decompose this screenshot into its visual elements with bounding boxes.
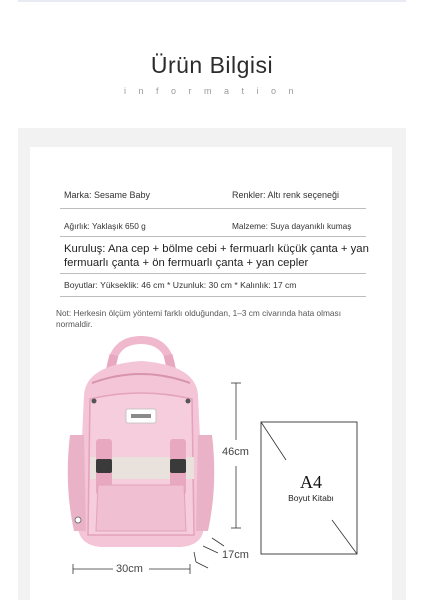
height-label: 46cm — [222, 446, 249, 458]
a4-caption: Boyut Kitabı — [288, 493, 334, 503]
structure-line-2: fermuarlı çanta + ön fermuarlı çanta + yan cepler — [64, 257, 309, 269]
colors-text: Renkler: Altı renk seçeneği — [232, 190, 340, 200]
a4-label: A4 — [300, 472, 322, 492]
structure-line-1: Kuruluş: Ana cep + bölme cebi + fermuarlı küçük çanta + yan — [64, 243, 369, 255]
page-title: Ürün Bilgisi — [150, 52, 274, 78]
note-line-1: Not: Herkesin ölçüm yöntemi farklı olduğundan, 1–3 cm civarında hata olması — [56, 308, 341, 318]
note-line-2: normaldir. — [56, 318, 93, 329]
page-subtitle: information — [123, 86, 307, 96]
depth-label: 17cm — [222, 549, 249, 561]
weight-text: Ağırlık: Yaklaşık 650 g — [64, 221, 146, 231]
brand-text: Marka: Sesame Baby — [64, 190, 151, 200]
dimensions-text: Boyutlar: Yükseklik: 46 cm * Uzunluk: 30 cm * Kalınlık: 17 cm — [64, 280, 297, 290]
width-label: 30cm — [116, 563, 143, 575]
material-text: Malzeme: Suya dayanıklı kumaş — [232, 221, 352, 231]
